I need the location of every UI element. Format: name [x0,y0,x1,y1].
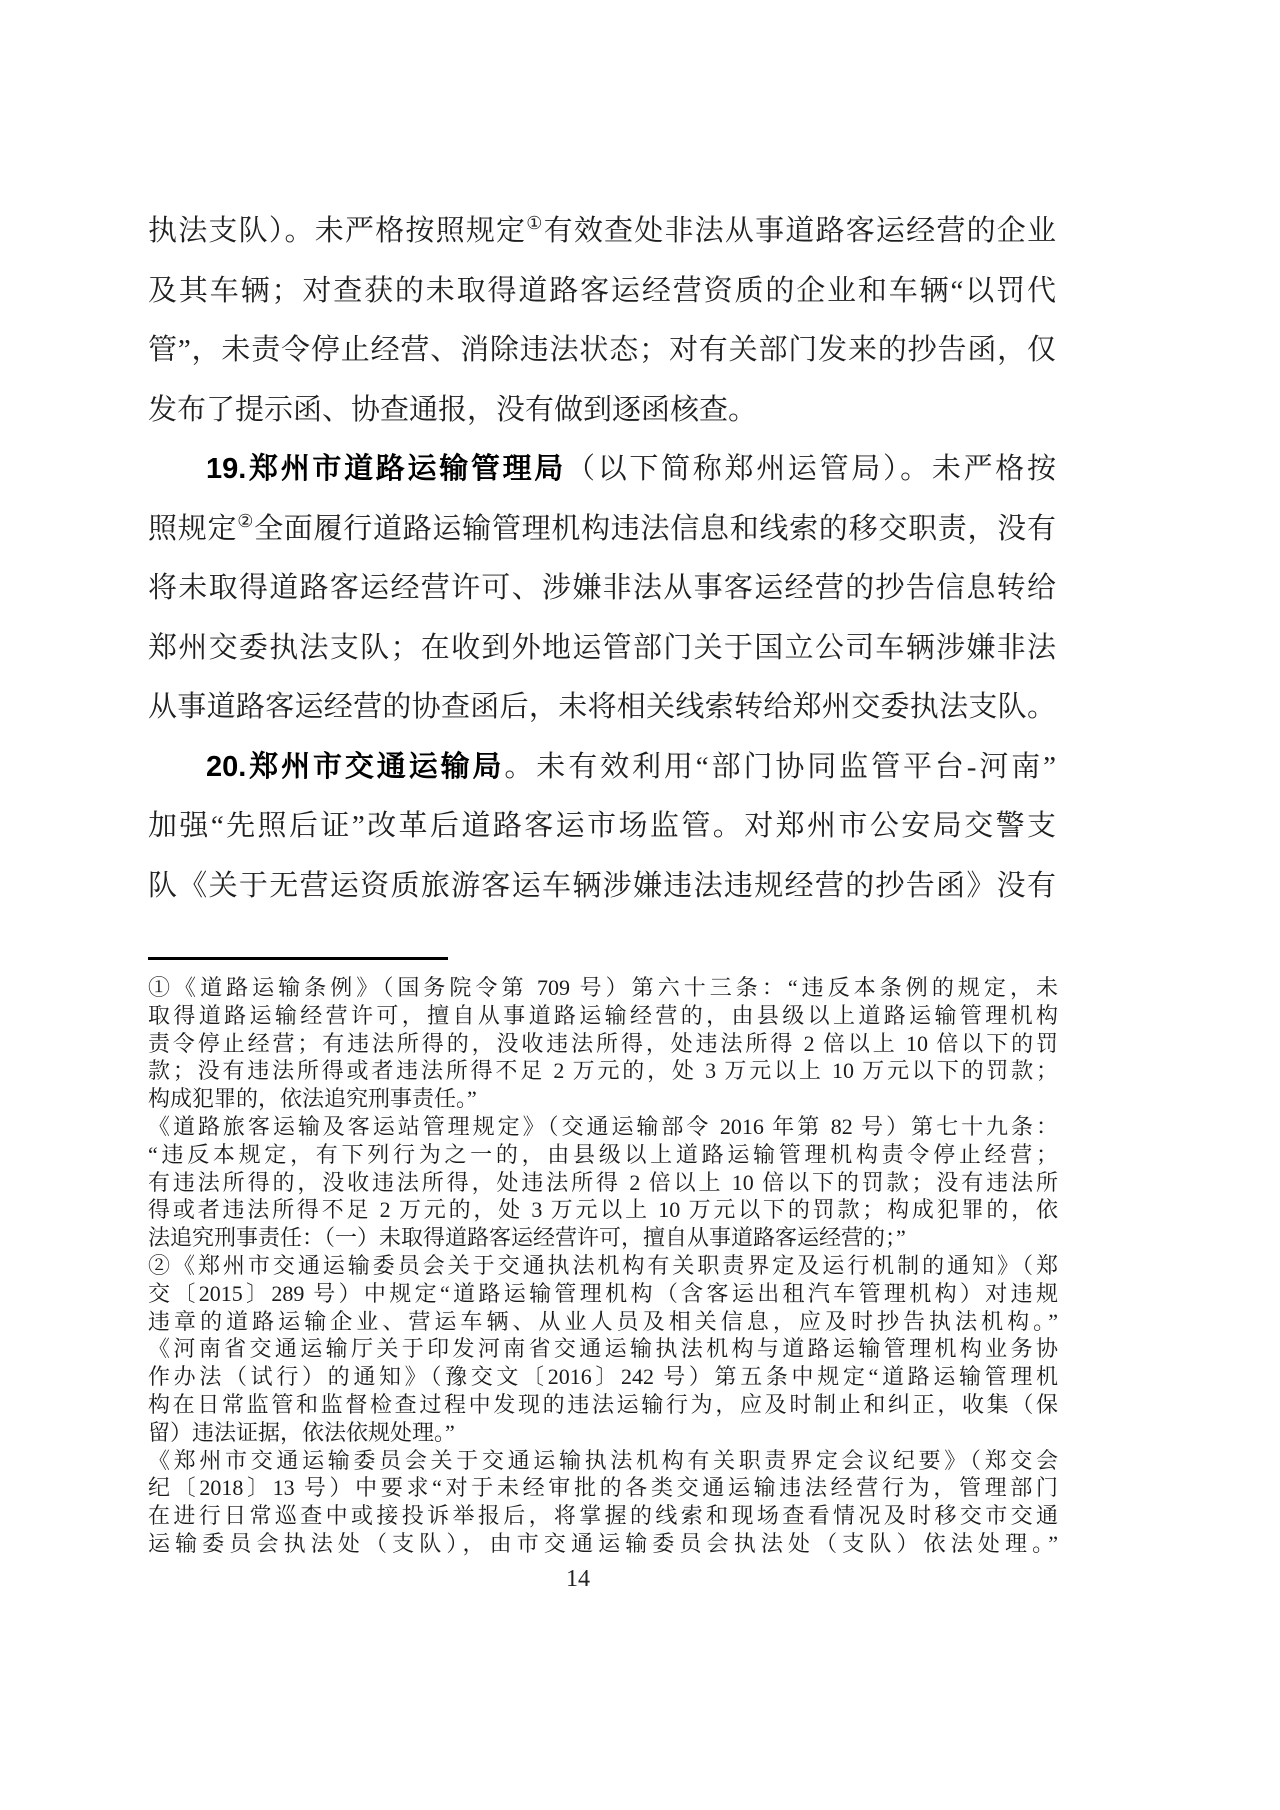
footnote-ref-2: ② [237,510,255,531]
body-line: 队《关于无营运资质旅游客运车辆涉嫌违法违规经营的抄告函》没有 [148,869,1056,902]
footnote-line: 取得道路运输经营许可，擅自从事道路运输经营的，由县级以上道路运输管理机构 [148,1002,1058,1028]
footnote-line: 交〔2015〕289 号）中规定“道路运输管理机构（含客运出租汽车管理机构）对违规 [148,1280,1058,1306]
body-line [148,440,1056,500]
body-line [148,738,1056,798]
footnote-separator [148,957,448,960]
body-text-run: （以下简称郑州运管局）。未严格按 [566,453,1056,485]
footnote-line: 有违法所得的，没收违法所得，处违法所得 2 倍以上 10 倍以下的罚款；没有违法所 [148,1169,1058,1195]
item-19-heading: 19.郑州市道路运输管理局 [206,453,566,485]
body-text [148,202,1056,916]
item-20-heading: 20.郑州市交通运输局 [206,750,505,783]
footnote-line: 运输委员会执法处（支队），由市交通运输委员会执法处（支队）依法处理。” [148,1530,1058,1556]
footnotes [148,974,1058,1558]
paragraph-20 [148,738,1056,917]
body-line: 加强“先照后证”改革后道路客运市场监管。对郑州市公安局交警支 [148,810,1056,842]
paragraph-continuation [148,202,1056,440]
footnote-line: 构在日常监管和监督检查过程中发现的违法运输行为，应及时制止和纠正，收集（保 [148,1391,1058,1417]
body-text-run: 执法支队）。未严格按照规定 [148,215,527,247]
footnote-line: 《河南省交通运输厅关于印发河南省交通运输执法机构与道路运输管理机构业务协 [148,1336,1058,1362]
footnote-line: 留）违法证据，依法依规处理。” [148,1419,455,1445]
footnote-ref-1: ① [526,213,544,233]
footnote-line: “违反本规定，有下列行为之一的，由县级以上道路运输管理机构责令停止经营； [148,1141,1058,1167]
body-text-run: 有效查处非法从事道路客运经营的企业 [543,215,1056,247]
footnote-line: 款；没有违法所得或者违法所得不足 2 万元的，处 3 万元以上 10 万元以下的罚款； [148,1058,1058,1084]
body-line: 管”，未责令停止经营、消除违法状态；对有关部门发来的抄告函，仅 [148,334,1056,366]
body-text-run: 全面履行道路运输管理机构违法信息和线索的移交职责，没有 [254,512,1056,545]
body-text-run: 照规定 [148,512,238,545]
footnote-line: 《郑州市交通运输委员会关于交通运输执法机构有关职责界定会议纪要》（郑交会 [148,1447,1058,1473]
body-line [148,202,1056,262]
body-line: 郑州交委执法支队；在收到外地运管部门关于国立公司车辆涉嫌非法 [148,631,1056,664]
body-line: 将未取得道路客运经营许可、涉嫌非法从事客运经营的抄告信息转给 [148,572,1056,604]
footnote-line: 法追究刑事责任：（一）未取得道路客运经营许可，擅自从事道路客运经营的；” [148,1225,906,1251]
footnote-line: 构成犯罪的，依法追究刑事责任。” [148,1086,477,1112]
paragraph-19 [148,440,1056,738]
body-line: 及其车辆；对查获的未取得道路客运经营资质的企业和车辆“以罚代 [148,274,1056,307]
page-number: 14 [566,1566,590,1592]
footnote-line: 作办法（试行）的通知》（豫交文〔2016〕242 号）第五条中规定“道路运输管理机 [148,1364,1058,1390]
footnote-line: 纪〔2018〕13 号）中要求“对于未经审批的各类交通运输违法经营行为，管理部门 [148,1475,1058,1501]
footnote-line: 得或者违法所得不足 2 万元的，处 3 万元以上 10 万元以下的罚款；构成犯罪的，依 [148,1197,1058,1223]
body-line [148,500,1056,560]
body-line: 发布了提示函、协查通报，没有做到逐函核查。 [148,393,758,426]
body-text-run: 。未有效利用“部门协同监管平台-河南” [504,750,1056,783]
footnote-line: 《道路旅客运输及客运站管理规定》（交通运输部令 2016 年第 82 号）第七十九条： [148,1113,1058,1139]
body-line: 从事道路客运经营的协查函后，未将相关线索转给郑州交委执法支队。 [148,691,1056,723]
footnote-line: 违章的道路运输企业、营运车辆、从业人员及相关信息，应及时抄告执法机构。” [148,1308,1058,1334]
footnote-line: 责令停止经营；有违法所得的，没收违法所得，处违法所得 2 倍以上 10 倍以下的罚 [148,1030,1058,1056]
footnote-line: ②《郑州市交通运输委员会关于交通执法机构有关职责界定及运行机制的通知》（郑 [148,1252,1058,1278]
footnote-line: ①《道路运输条例》（国务院令第 709 号）第六十三条：“违反本条例的规定，未 [148,975,1058,1000]
footnote-line: 在进行日常巡查中或接投诉举报后，将掌握的线索和现场查看情况及时移交市交通 [148,1503,1058,1529]
